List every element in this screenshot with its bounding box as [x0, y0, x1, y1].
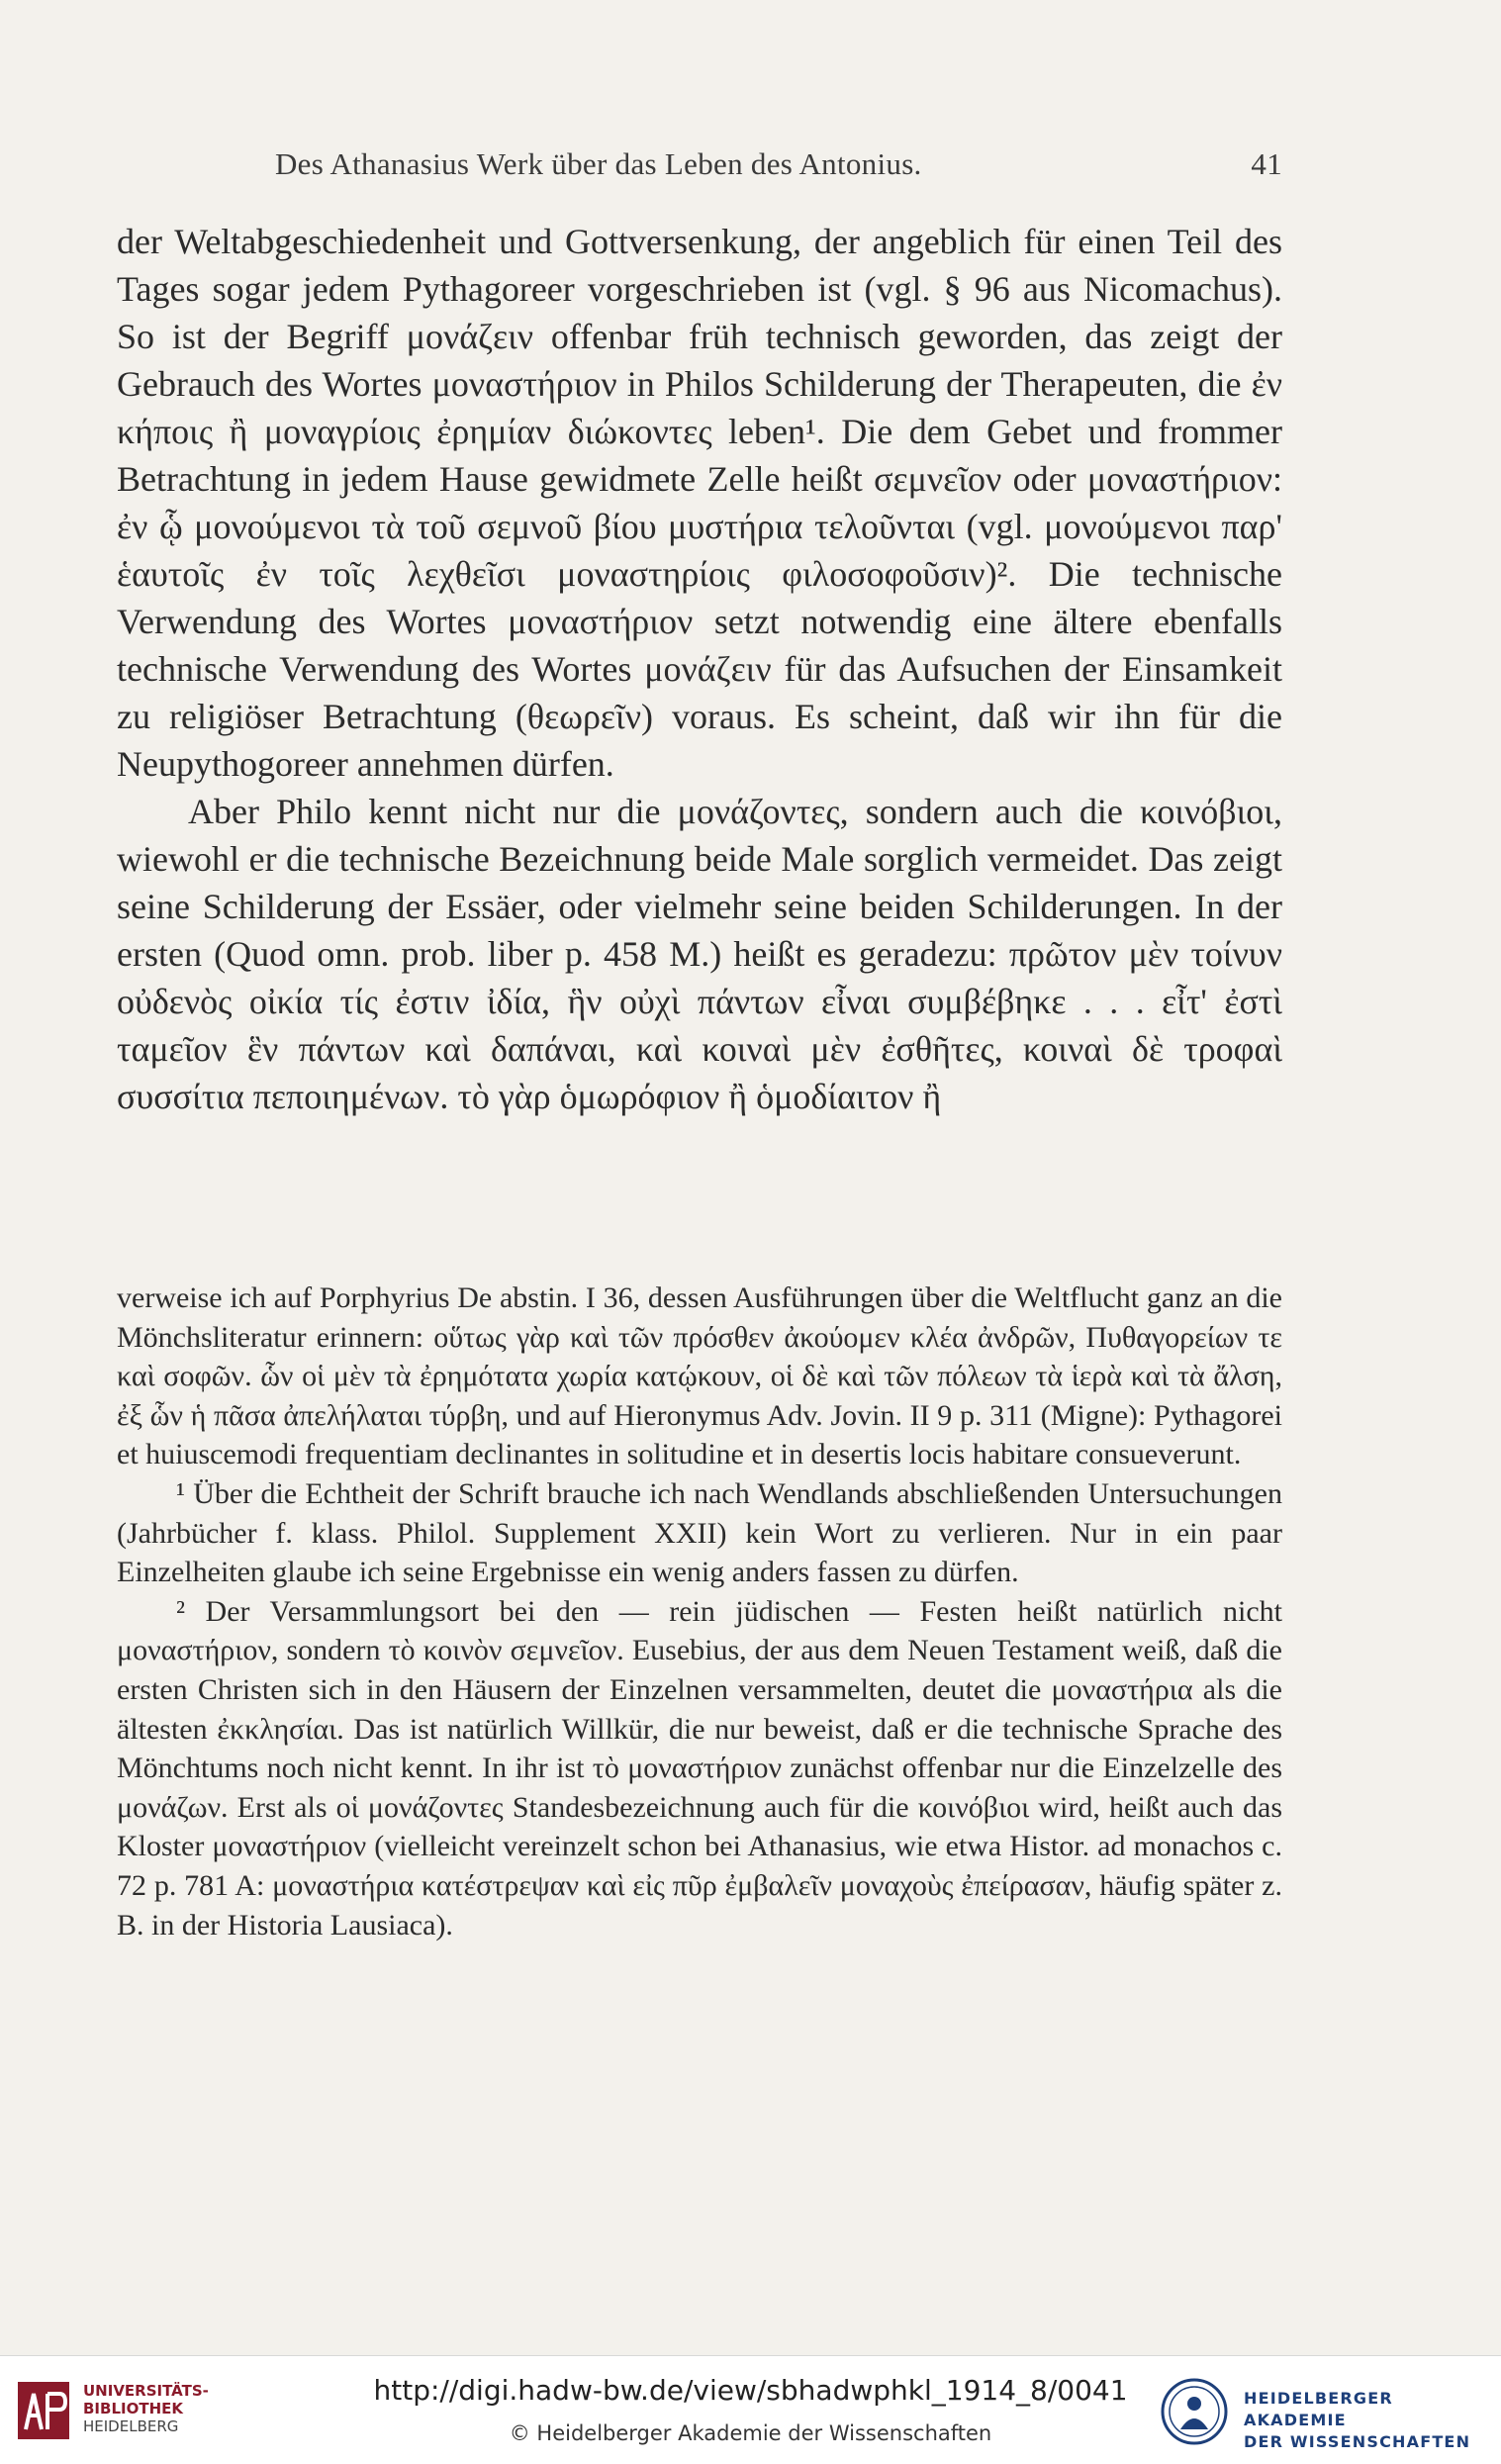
footnote-2: ² Der Versammlungsort bei den — rein jüdischen — Festen heißt natürlich nicht μοναστήριον, sondern τὸ κοινὸν σεμνεῖον. Eusebius, der aus dem Neuen Testament weiß, daß die ersten Christen sich in den Häusern der Einzelnen versammelten, deutet die μοναστήρια als die ältesten ἐκκλησίαι. Das ist natürlich Willkür, die nur beweist, daß er die technische Sprache des Mönchtums noch nicht kennt. In ihr ist τὸ μοναστήριον zunächst offenbar nur die Einzelzelle des μονάζων. Erst als οἱ μονάζοντες Standesbezeichnung auch für die κοινόβιοι wird, heißt auch das Kloster μοναστήριον (vielleicht vereinzelt schon bei Athanasius, wie etwa Histor. ad monachos c. 72 p. 781 A: μοναστήρια κατέστρεψαν καὶ εἰς πῦρ ἐμβαλεῖν μοναχοὺς ἐπείρασαν, häufig später z. B. in der Historia Lausiaca). [117, 1594, 1282, 1942]
copyright-notice: © Heidelberger Akademie der Wissenschaften [509, 2421, 992, 2445]
viewer-footer [0, 2355, 1501, 2464]
page-number: 41 [1251, 146, 1282, 181]
body-paragraph: der Weltabgeschiedenheit und Gottversenkung, der angeblich für einen Teil des Tages sogar jedem Pythagoreer vorgeschrieben ist (vgl. § 96 aus Nicomachus). So ist der Begriff μονάζειν offenbar früh technisch geworden, das zeigt der Gebrauch des Wortes μοναστήριον in Philos Schilderung der Therapeuten, die ἐν κήποις ἢ μοναγρίοις ἐρημίαν διώκοντες leben¹. Die dem Gebet und frommer Betrachtung in jedem Hause gewidmete Zelle heißt σεμνεῖον oder μοναστήριον: ἐν ᾧ μονούμενοι τὰ τοῦ σεμνοῦ βίου μυστήρια τελοῦνται (vgl. μονούμενοι παρ' ἑαυτοῖς ἐν τοῖς λεχθεῖσι μοναστηρίοις φιλοσοφοῦσιν)². Die technische Verwendung des Wortes μοναστήριον setzt notwendig eine ältere ebenfalls technische Verwendung des Wortes μονάζειν für das Aufsuchen der Einsamkeit zu religiöser Betrachtung (θεωρεῖν) voraus. Es scheint, daß wir ihn für die Neupythogoreer annehmen dürfen. [117, 222, 1282, 784]
body-paragraph: Aber Philo kennt nicht nur die μονάζοντες, sondern auch die κοινόβιοι, wiewohl er die technische Bezeichnung beide Male sorglich vermeidet. Das zeigt seine Schilderung der Essäer, oder vielmehr seine beiden Schilderungen. In der ersten (Quod omn. prob. liber p. 458 M.) heißt es geradezu: πρῶτον μὲν τοίνυν οὐδενὸς οἰκία τίς ἐστιν ἰδία, ἣν οὐχὶ πάντων εἶναι συμβέβηκε . . . εἶτ' ἐστὶ ταμεῖον ἓν πάντων καὶ δαπάναι, καὶ κοιναὶ μὲν ἐσθῆτες, κοιναὶ δὲ τροφαὶ συσσίτια πεποιημένων. τὸ γὰρ ὁμωρόφιον ἢ ὁμοδίαιτον ἢ [117, 792, 1282, 1116]
document-url-link[interactable]: http://digi.hadw-bw.de/view/sbhadwphkl_1914_8/0041 [373, 2374, 1128, 2407]
running-title: Des Athanasius Werk über das Leben des Antonius. [275, 146, 922, 181]
footnotes [117, 1279, 1282, 1944]
footnote-1: ¹ Über die Echtheit der Schrift brauche ich nach Wendlands abschließenden Untersuchungen (Jahrbücher f. klass. Philol. Supplement XXII) kein Wort zu verlieren. Nur in ein paar Einzelheiten glaube ich seine Ergebnisse ein wenig anders fassen zu dürfen. [117, 1476, 1282, 1589]
library-logo-line: UNIVERSITÄTS- [83, 2382, 209, 2400]
running-header [117, 146, 1282, 186]
main-text [117, 218, 1282, 1120]
academy-seal-icon [1161, 2378, 1228, 2445]
library-logo-line: HEIDELBERG [83, 2417, 179, 2435]
academy-logo-line: DER WISSENSCHAFTEN [1244, 2432, 1471, 2451]
library-logo-line: BIBLIOTHEK [83, 2400, 183, 2417]
academy-logo[interactable] [1161, 2376, 1487, 2451]
academy-logo-line: HEIDELBERGER AKADEMIE [1244, 2389, 1393, 2429]
footnote-continuation: verweise ich auf Porphyrius De abstin. I 36, dessen Ausführungen über die Weltflucht ganz an die Mönchsliteratur erinnern: οὕτως γὰρ καὶ τῶν πρόσθεν ἀκούομεν κλέα ἀνδρῶν, Πυθαγορείων τε καὶ σοφῶν. ὧν οἱ μὲν τὰ ἐρημότατα χωρία κατῴκουν, οἱ δὲ καὶ τῶν πόλεων τὰ ἱερὰ καὶ τὰ ἄλση, ἐξ ὧν ἡ πᾶσα ἀπελήλαται τύρβη, und auf Hieronymus Adv. Jovin. II 9 p. 311 (Migne): Pythagorei et huiuscemodi frequentiam declinantes in solitudine et in desertis locis habitare consueverunt. [117, 1281, 1282, 1471]
